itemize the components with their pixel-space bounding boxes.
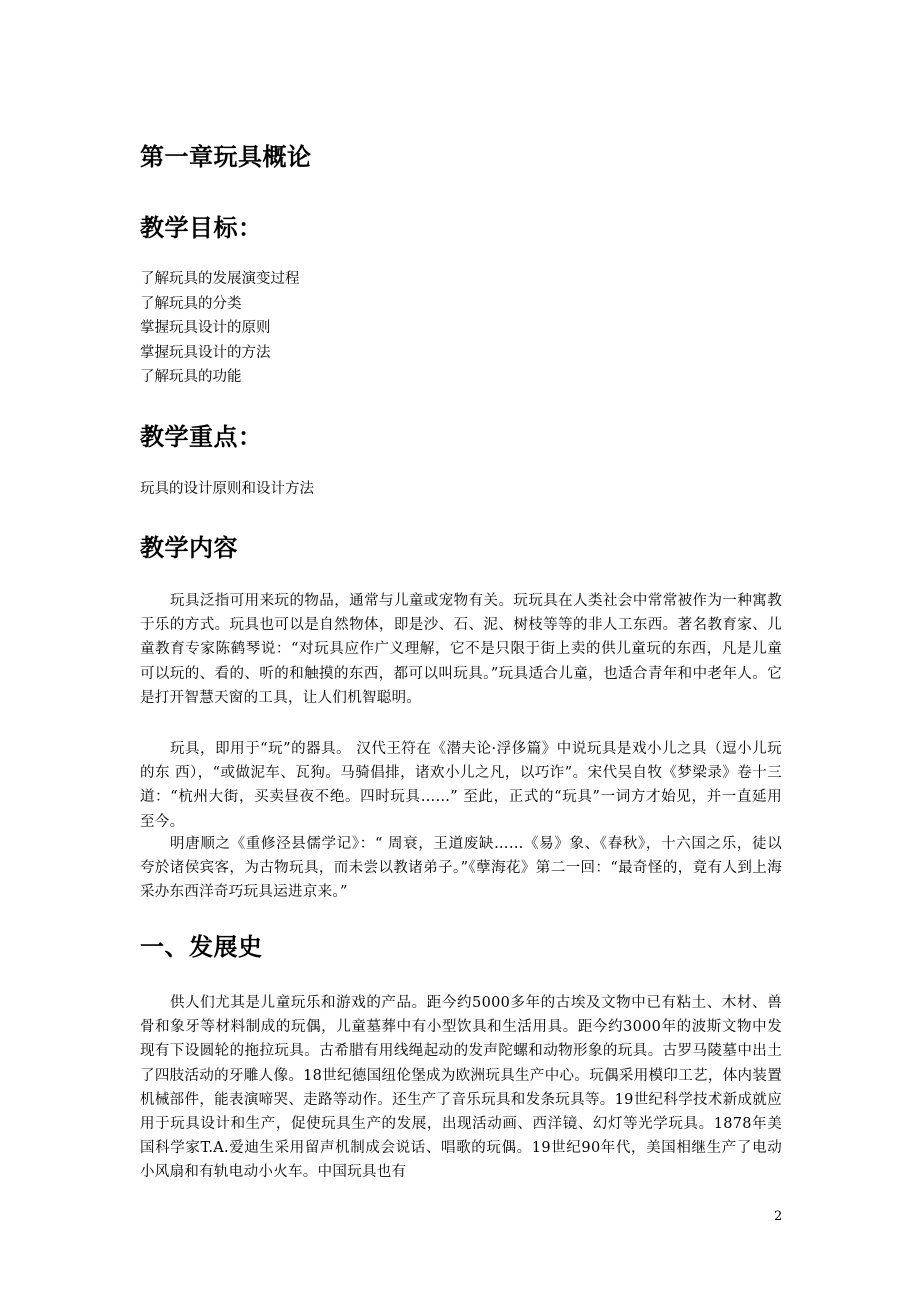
content-paragraph: 玩具，即用于“玩”的器具。 汉代王符在《潜夫论·浮侈篇》中说玩具是戏小儿之具（逗小儿玩的东 西），“或做泥车、瓦狗。马骑倡排，诸欢小儿之凡，以巧诈”。宋代吴自牧《梦梁录》卷十三道：“杭州大街，买卖昼夜不绝。四时玩具……” 至此，正式的“玩具”一词方才始见，并一直延用至今。 [140, 741, 782, 830]
content-paragraph: 明唐顺之《重修泾县儒学记》：“ 周衰，王道废缺……《易》象、《春秋》，十六国之乐，徒以夸於诸侯宾客，为古物玩具，而未尝以教诸弟子。”《孽海花》第二一回：“最奇怪的，竟有人到上海采办东西洋奇巧玩具运进京来。” [140, 836, 782, 901]
chapter-title: 第一章玩具概论 [140, 143, 312, 171]
page-number: 2 [774, 1209, 783, 1224]
focus-heading: 教学重点： [140, 423, 263, 451]
history-heading: 一、发展史 [140, 933, 263, 961]
objective-item: 了解玩具的功能 [140, 369, 242, 385]
objectives-heading: 教学目标： [140, 214, 263, 242]
objective-item: 了解玩具的发展演变过程 [140, 271, 300, 287]
content-heading: 教学内容 [140, 534, 238, 562]
objective-item: 掌握玩具设计的原则 [140, 320, 271, 336]
focus-text: 玩具的设计原则和设计方法 [140, 481, 314, 497]
objective-item: 了解玩具的分类 [140, 295, 242, 312]
history-paragraph: 供人们尤其是儿童玩乐和游戏的产品。距今约5000多年的古埃及文物中已有粘土、木材、兽骨和象牙等材料制成的玩偶，儿童墓葬中有小型饮具和生活用具。距今约3000年的波斯文物中发现有下设圆轮的拖拉玩具。古希腊有用线绳起动的发声陀螺和动物形象的玩具。古罗马陵墓中出土了四肢活动的牙雕人像。18世纪德国纽伦堡成为欧洲玩具生产中心。玩偶采用模印工艺，体内装置机械部件，能表演啼哭、走路等动作。还生产了音乐玩具和发条玩具等。19世纪科学技术新成就应用于玩具设计和生产，促使玩具生产的发展，出现活动画、西洋镜、幻灯等光学玩具。1878年美国科学家T.A.爱迪生采用留声机制成会说话、唱歌的玩偶。19世纪90年代，美国相继生产了电动小风扇和有轨电动小火车。中国玩具也有 [140, 995, 782, 1181]
content-paragraph: 玩具泛指可用来玩的物品，通常与儿童或宠物有关。玩玩具在人类社会中常常被作为一种寓教于乐的方式。玩具也可以是自然物体，即是沙、石、泥、树枝等等的非人工东西。著名教育家、儿童教育专家陈鹤琴说：“对玩具应作广义理解，它不是只限于街上卖的供儿童玩的东西，凡是儿童可以玩的、看的、听的和触摸的东西，都可以叫玩具。”玩具适合儿童，也适合青年和中老年人。它是打开智慧天窗的工具，让人们机智聪明。 [140, 593, 782, 706]
objectives-list [140, 267, 300, 390]
objective-item: 掌握玩具设计的方法 [140, 344, 271, 361]
